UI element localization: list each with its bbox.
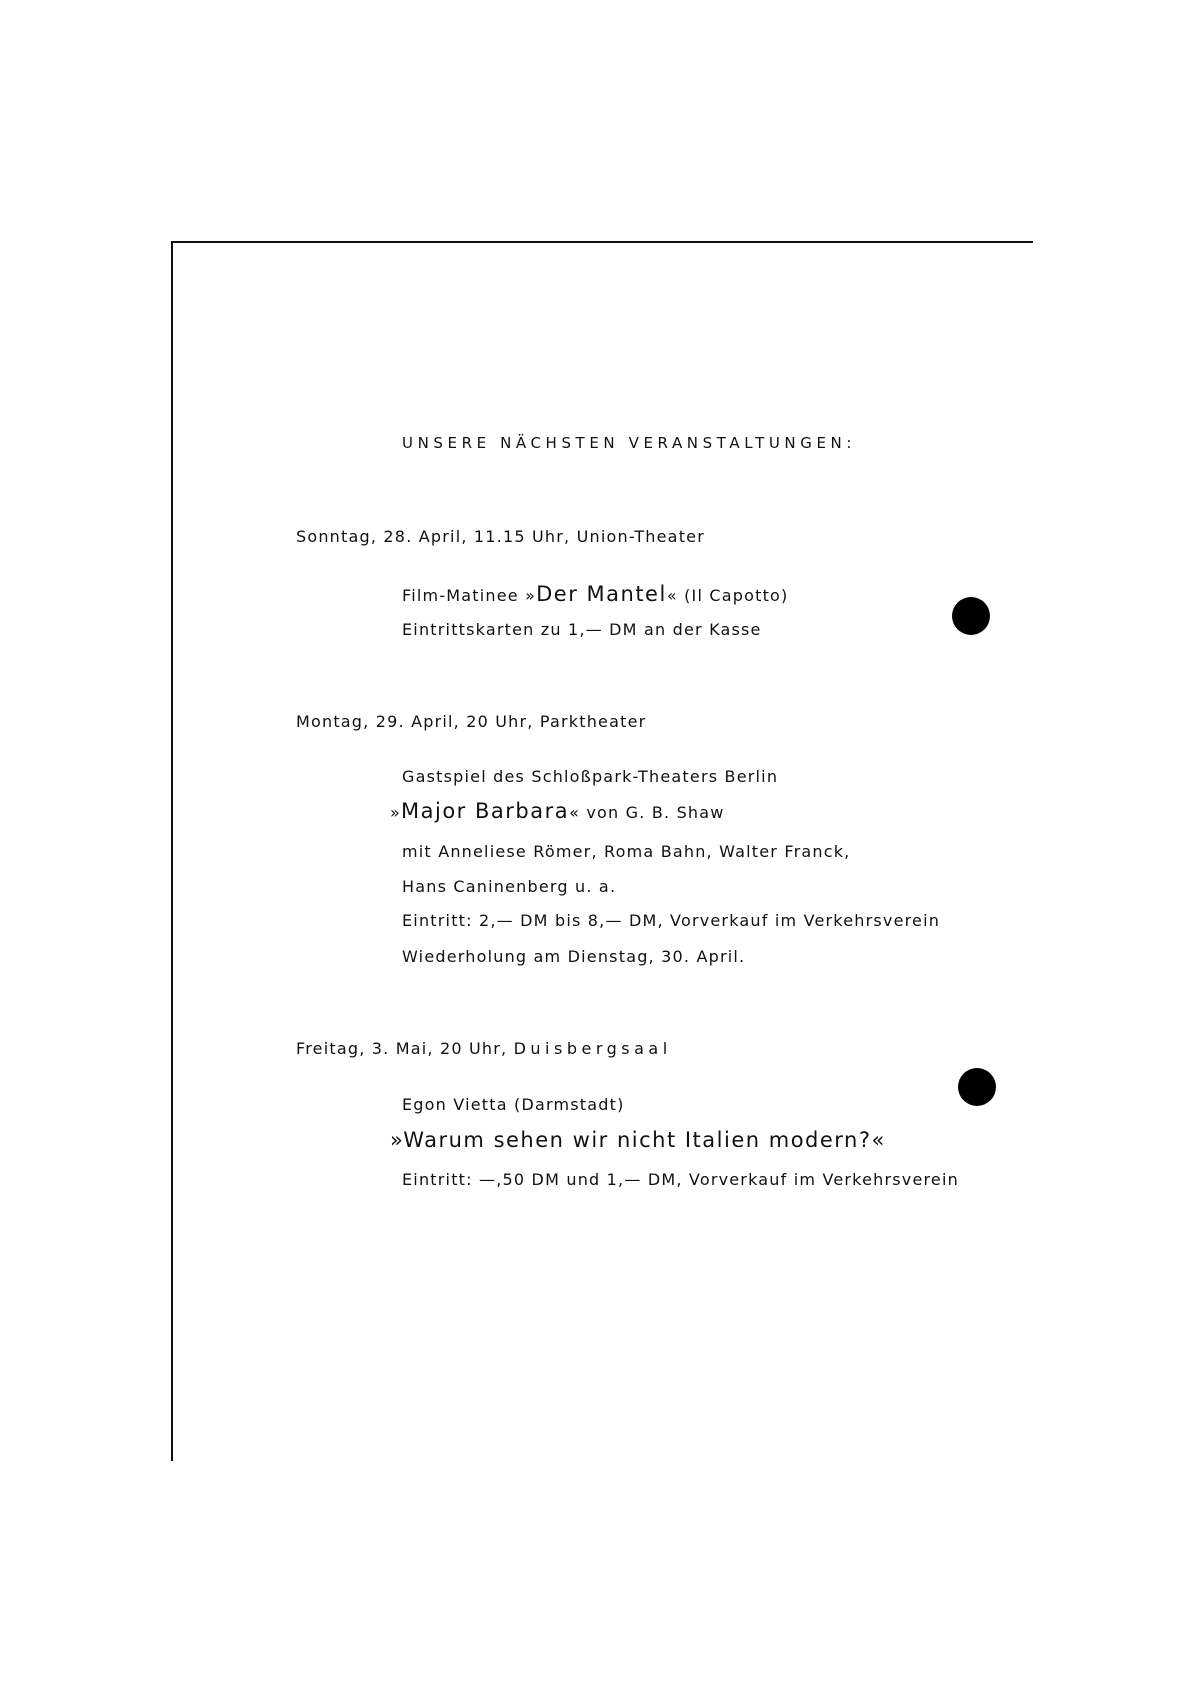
event-2-title-open-quote: » bbox=[390, 803, 401, 822]
event-1-tickets: Eintrittskarten zu 1,— DM an der Kasse bbox=[402, 620, 762, 639]
event-3-admission: Eintritt: —,50 DM und 1,— DM, Vorverkauf im Verkehrsverein bbox=[402, 1170, 959, 1189]
event-2-date: Montag, 29. April, 20 Uhr, Parktheater bbox=[296, 712, 647, 731]
event-2-cast-line-2: Hans Caninenberg u. a. bbox=[402, 877, 617, 896]
punch-hole-upper bbox=[952, 597, 990, 635]
event-1-film-suffix: « (Il Capotto) bbox=[666, 586, 789, 605]
event-3-date bbox=[296, 1039, 672, 1059]
event-2-admission: Eintritt: 2,— DM bis 8,— DM, Vorverkauf im Verkehrsverein bbox=[402, 911, 941, 930]
event-1-film-prefix: Film-Matinee » bbox=[402, 586, 537, 605]
event-1-film-line bbox=[402, 584, 788, 606]
event-3-speaker: Egon Vietta (Darmstadt) bbox=[402, 1095, 625, 1114]
event-2-repeat: Wiederholung am Dienstag, 30. April. bbox=[402, 947, 746, 966]
event-3-lecture-title: »Warum sehen wir nicht Italien modern?« bbox=[390, 1128, 886, 1152]
top-border-rule bbox=[171, 241, 1033, 243]
event-2-play-line bbox=[390, 801, 725, 823]
punch-hole-lower bbox=[958, 1068, 996, 1106]
left-border-rule bbox=[171, 241, 173, 1461]
event-2-cast-line-1: mit Anneliese Römer, Roma Bahn, Walter Franck, bbox=[402, 842, 851, 861]
event-1-date: Sonntag, 28. April, 11.15 Uhr, Union-Theater bbox=[296, 527, 705, 546]
event-2-play-title: Major Barbara bbox=[401, 799, 570, 823]
event-3-date-prefix: Freitag, 3. Mai, 20 Uhr, bbox=[296, 1039, 514, 1058]
event-2-title-author: « von G. B. Shaw bbox=[569, 803, 725, 822]
event-1-film-title: Der Mantel bbox=[536, 582, 667, 606]
page-heading: UNSERE NÄCHSTEN VERANSTALTUNGEN: bbox=[402, 434, 857, 452]
event-2-guest-performance: Gastspiel des Schloßpark-Theaters Berlin bbox=[402, 767, 779, 786]
event-3-venue: Duisbergsaal bbox=[513, 1039, 672, 1058]
